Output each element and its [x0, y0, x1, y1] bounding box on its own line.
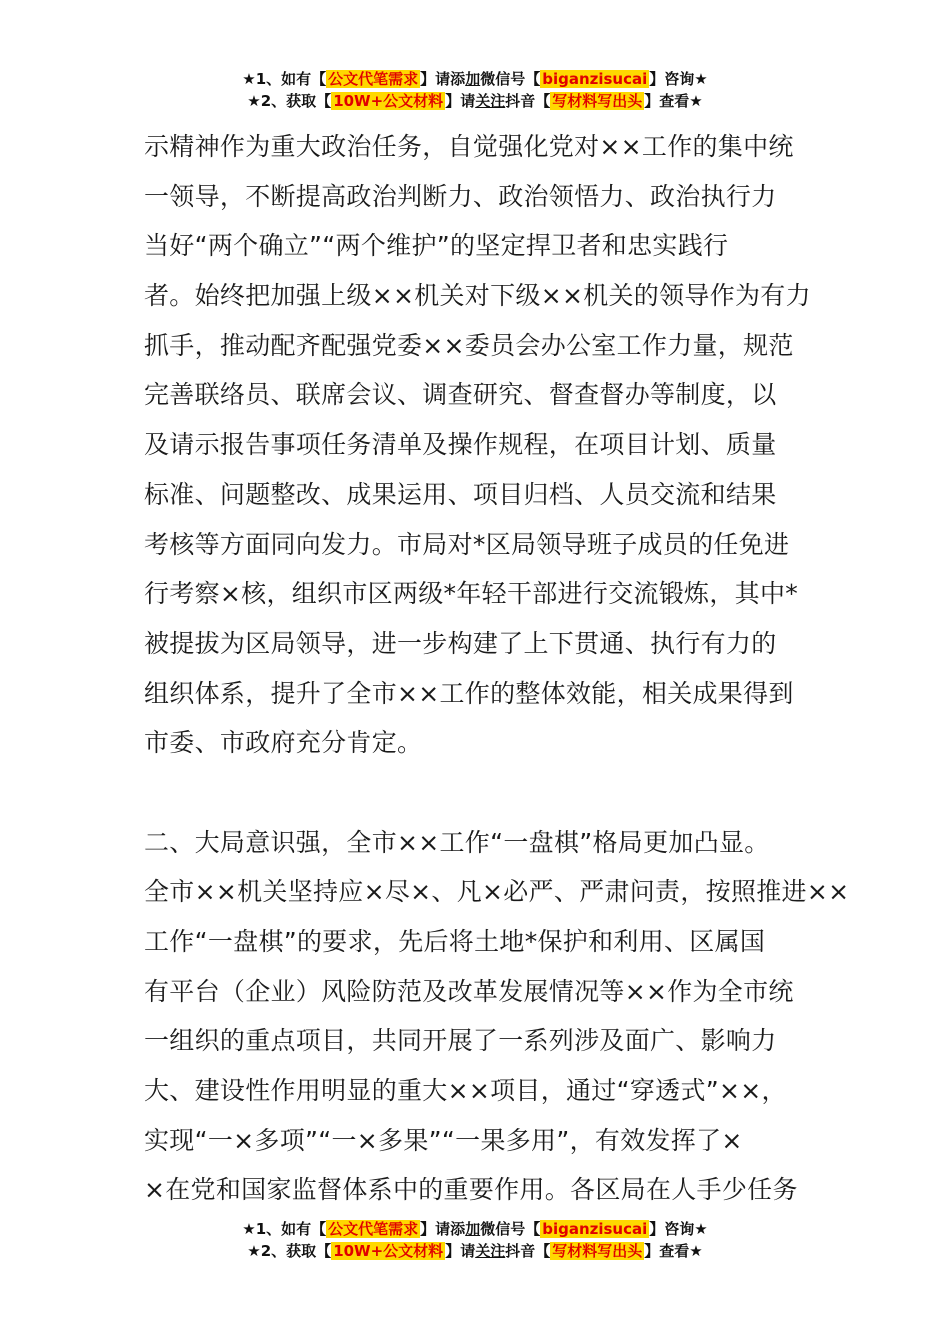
- footer-banner: [0, 1218, 950, 1262]
- banner-text: ★2、获取【: [247, 92, 332, 110]
- banner-text: 微信号【: [480, 1220, 541, 1238]
- banner-text: 】查看★: [644, 92, 703, 110]
- wechat-id: biganzisucai: [542, 1220, 648, 1238]
- banner-text: 抖音【: [505, 1242, 551, 1260]
- banner-line-2: [0, 1240, 950, 1262]
- document-body: [144, 122, 850, 1215]
- banner-text: 】请: [445, 1242, 476, 1260]
- text-line: 完善联络员、联席会议、调查研究、督查督办等制度，以: [144, 380, 777, 410]
- text-line: 组织体系，提升了全市××工作的整体效能，相关成果得到: [144, 678, 794, 708]
- text-line: 抓手，推动配齐配强党委××委员会办公室工作力量，规范: [144, 330, 794, 360]
- text-line: 一领导，不断提高政治判断力、政治领悟力、政治执行力: [144, 181, 777, 211]
- text-line: 者。始终把加强上级××机关对下级××机关的领导作为有力: [144, 281, 811, 311]
- banner-text: 】请添: [420, 1220, 466, 1238]
- banner-text: 抖音【: [505, 92, 551, 110]
- text-line: 行考察×核，组织市区两级*年轻干部进行交流锻炼，其中*: [144, 579, 799, 609]
- underlined-text: 关注: [475, 92, 506, 110]
- banner-text: 】咨询★: [649, 70, 708, 88]
- banner-line-1: [0, 68, 950, 90]
- banner-line-2: [0, 90, 950, 112]
- douyin-account: 写材料写出头: [552, 92, 643, 110]
- text-line: 及请示报告事项任务清单及操作规程，在项目计划、质量: [144, 430, 777, 460]
- banner-text: ★1、如有【: [242, 70, 327, 88]
- underlined-text: 加: [465, 1220, 481, 1238]
- text-line: ×在党和国家监督体系中的重要作用。各区局在人手少任务: [144, 1175, 798, 1205]
- underlined-text: 加: [465, 70, 481, 88]
- banner-text: 】查看★: [644, 1242, 703, 1260]
- highlight-text: 公文代笔需求: [328, 1220, 419, 1238]
- banner-text: 】请添: [420, 70, 466, 88]
- underlined-text: 关注: [475, 1242, 506, 1260]
- banner-text: ★2、获取【: [247, 1242, 332, 1260]
- banner-text: 】咨询★: [649, 1220, 708, 1238]
- text-line: 考核等方面同向发力。市局对*区局领导班子成员的任免进: [144, 529, 790, 559]
- text-line: 示精神作为重大政治任务，自觉强化党对××工作的集中统: [144, 132, 794, 161]
- banner-text: 微信号【: [480, 70, 541, 88]
- wechat-id: biganzisucai: [542, 70, 648, 88]
- paragraph-1: [144, 122, 812, 768]
- text-line: 全市××机关坚持应×尽×、凡×必严、严肃问责，按照推进××: [144, 877, 850, 907]
- text-line: 当好“两个确立”“两个维护”的坚定捍卫者和忠实践行: [144, 231, 729, 261]
- banner-line-1: [0, 1218, 950, 1240]
- paragraph-spacer: [144, 768, 812, 818]
- banner-text: 】请: [445, 92, 476, 110]
- header-banner: [0, 68, 950, 112]
- paragraph-2: [144, 818, 850, 1216]
- text-line: 一组织的重点项目，共同开展了一系列涉及面广、影响力: [144, 1026, 777, 1056]
- text-line: 有平台（企业）风险防范及改革发展情况等××作为全市统: [144, 976, 794, 1006]
- text-line: 大、建设性作用明显的重大××项目，通过“穿透式”××，: [144, 1076, 787, 1106]
- douyin-account: 写材料写出头: [552, 1242, 643, 1260]
- text-line: 被提拔为区局领导，进一步构建了上下贯通、执行有力的: [144, 628, 777, 658]
- highlight-text: 公文代笔需求: [328, 70, 419, 88]
- text-line: 市委、市政府充分肯定。: [144, 728, 423, 758]
- text-line: 实现“一×多项”“一×多果”“一果多用”，有效发挥了×: [144, 1125, 743, 1155]
- banner-text: ★1、如有【: [242, 1220, 327, 1238]
- section-heading: 二、大局意识强，全市××工作“一盘棋”格局更加凸显。: [144, 827, 770, 857]
- text-line: 标准、问题整改、成果运用、项目归档、人员交流和结果: [144, 479, 777, 509]
- highlight-text: 10W+公文材料: [333, 1242, 444, 1260]
- highlight-text: 10W+公文材料: [333, 92, 444, 110]
- text-line: 工作“一盘棋”的要求，先后将土地*保护和利用、区属国: [144, 927, 766, 956]
